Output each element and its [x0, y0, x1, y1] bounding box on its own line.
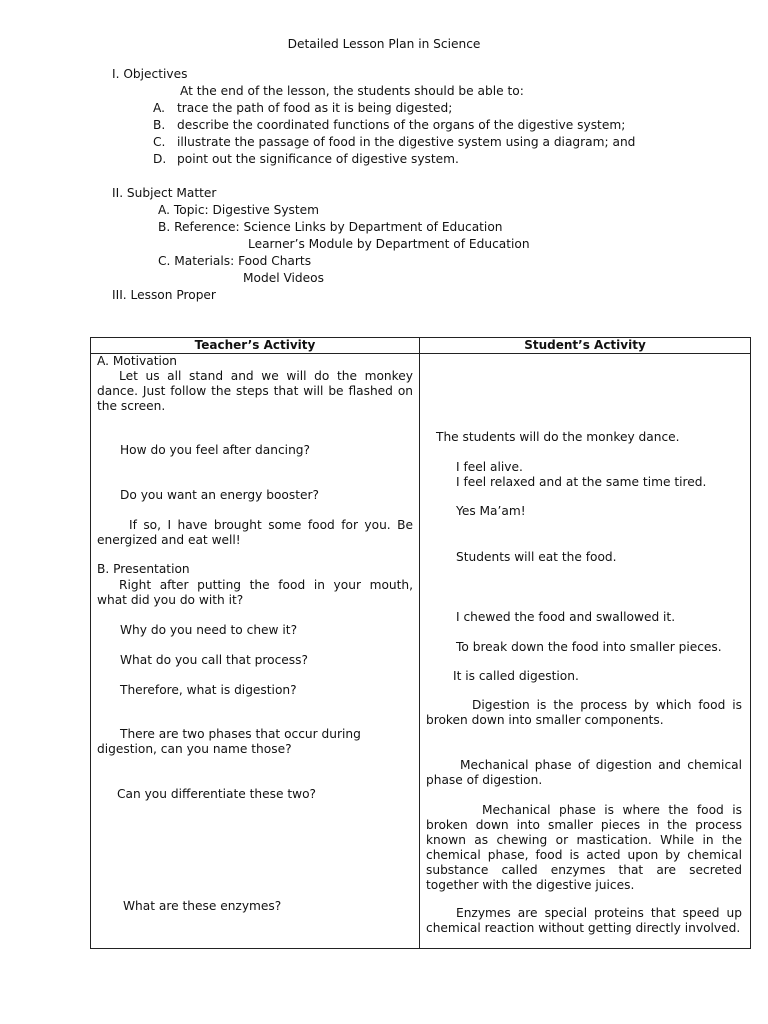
table-row [91, 354, 751, 949]
subject-materials: C. Materials: Food Charts [158, 254, 312, 268]
subject-reference: B. Reference: Science Links by Department of Education [158, 220, 503, 234]
objectives-intro: At the end of the lesson, the students should be able to: [180, 84, 524, 98]
objective-letter-d: D. [153, 152, 167, 166]
objective-a: trace the path of food as it is being digested; [177, 101, 453, 115]
student-line: The students will do the monkey dance. [436, 430, 680, 444]
teacher-line: Let us all stand and we will do the monkey dance. Just follow the steps that will be flashed on the screen. [97, 369, 413, 413]
student-line: I feel relaxed and at the same time tired. [456, 475, 707, 489]
student-line: It is called digestion. [453, 669, 579, 683]
student-line: Mechanical phase is where the food is broken down into smaller pieces in the process known as chewing or mastication. While in the chemical phase, food is acted upon by chemical substance called enzymes that are secreted together with the digestive juices. [426, 803, 742, 892]
teacher-line: How do you feel after dancing? [120, 443, 310, 457]
student-line: Digestion is the process by which food is broken down into smaller components. [426, 698, 742, 727]
teacher-line: There are two phases that occur during digestion, can you name those? [97, 727, 361, 756]
table-header-row [91, 338, 751, 354]
lesson-proper-heading: III. Lesson Proper [112, 288, 216, 302]
subject-topic: A. Topic: Digestive System [158, 203, 320, 217]
motivation-heading: A. Motivation [97, 354, 178, 368]
student-activity-cell [420, 354, 751, 949]
subject-materials-2: Model Videos [243, 271, 324, 285]
teacher-line: Right after putting the food in your mouth, what did you do with it? [97, 578, 413, 607]
header-teacher-activity: Teacher’s Activity [91, 338, 420, 354]
teacher-activity-cell [91, 354, 420, 949]
teacher-line: Do you want an energy booster? [120, 488, 319, 502]
teacher-line: Can you differentiate these two? [117, 787, 317, 801]
teacher-line: If so, I have brought some food for you. Be energized and eat well! [97, 518, 413, 547]
objective-letter-b: B. [153, 118, 166, 132]
teacher-line: What do you call that process? [120, 653, 308, 667]
student-line: I chewed the food and swallowed it. [456, 610, 676, 624]
subject-reference-2: Learner’s Module by Department of Education [248, 237, 530, 251]
subject-matter-heading: II. Subject Matter [112, 186, 217, 200]
objective-c: illustrate the passage of food in the digestive system using a diagram; and [177, 135, 636, 149]
student-line: I feel alive. [456, 460, 523, 474]
student-line: Mechanical phase of digestion and chemical phase of digestion. [426, 758, 742, 787]
objective-b: describe the coordinated functions of the organs of the digestive system; [177, 118, 626, 132]
student-line: Enzymes are special proteins that speed up chemical reaction without getting directly involved. [426, 906, 742, 935]
objective-letter-a: A. [153, 101, 165, 115]
document-title: Detailed Lesson Plan in Science [287, 37, 481, 51]
presentation-heading: B. Presentation [97, 562, 190, 576]
student-line: To break down the food into smaller pieces. [456, 640, 722, 654]
lesson-table [90, 337, 751, 949]
teacher-line: Therefore, what is digestion? [120, 683, 297, 697]
student-line: Yes Ma’am! [456, 504, 526, 518]
objectives-heading: I. Objectives [112, 67, 188, 81]
teacher-line: What are these enzymes? [123, 899, 282, 913]
objective-letter-c: C. [153, 135, 166, 149]
objective-d: point out the significance of digestive system. [177, 152, 459, 166]
teacher-line: Why do you need to chew it? [120, 623, 298, 637]
student-line: Students will eat the food. [456, 550, 617, 564]
header-student-activity: Student’s Activity [420, 338, 751, 354]
